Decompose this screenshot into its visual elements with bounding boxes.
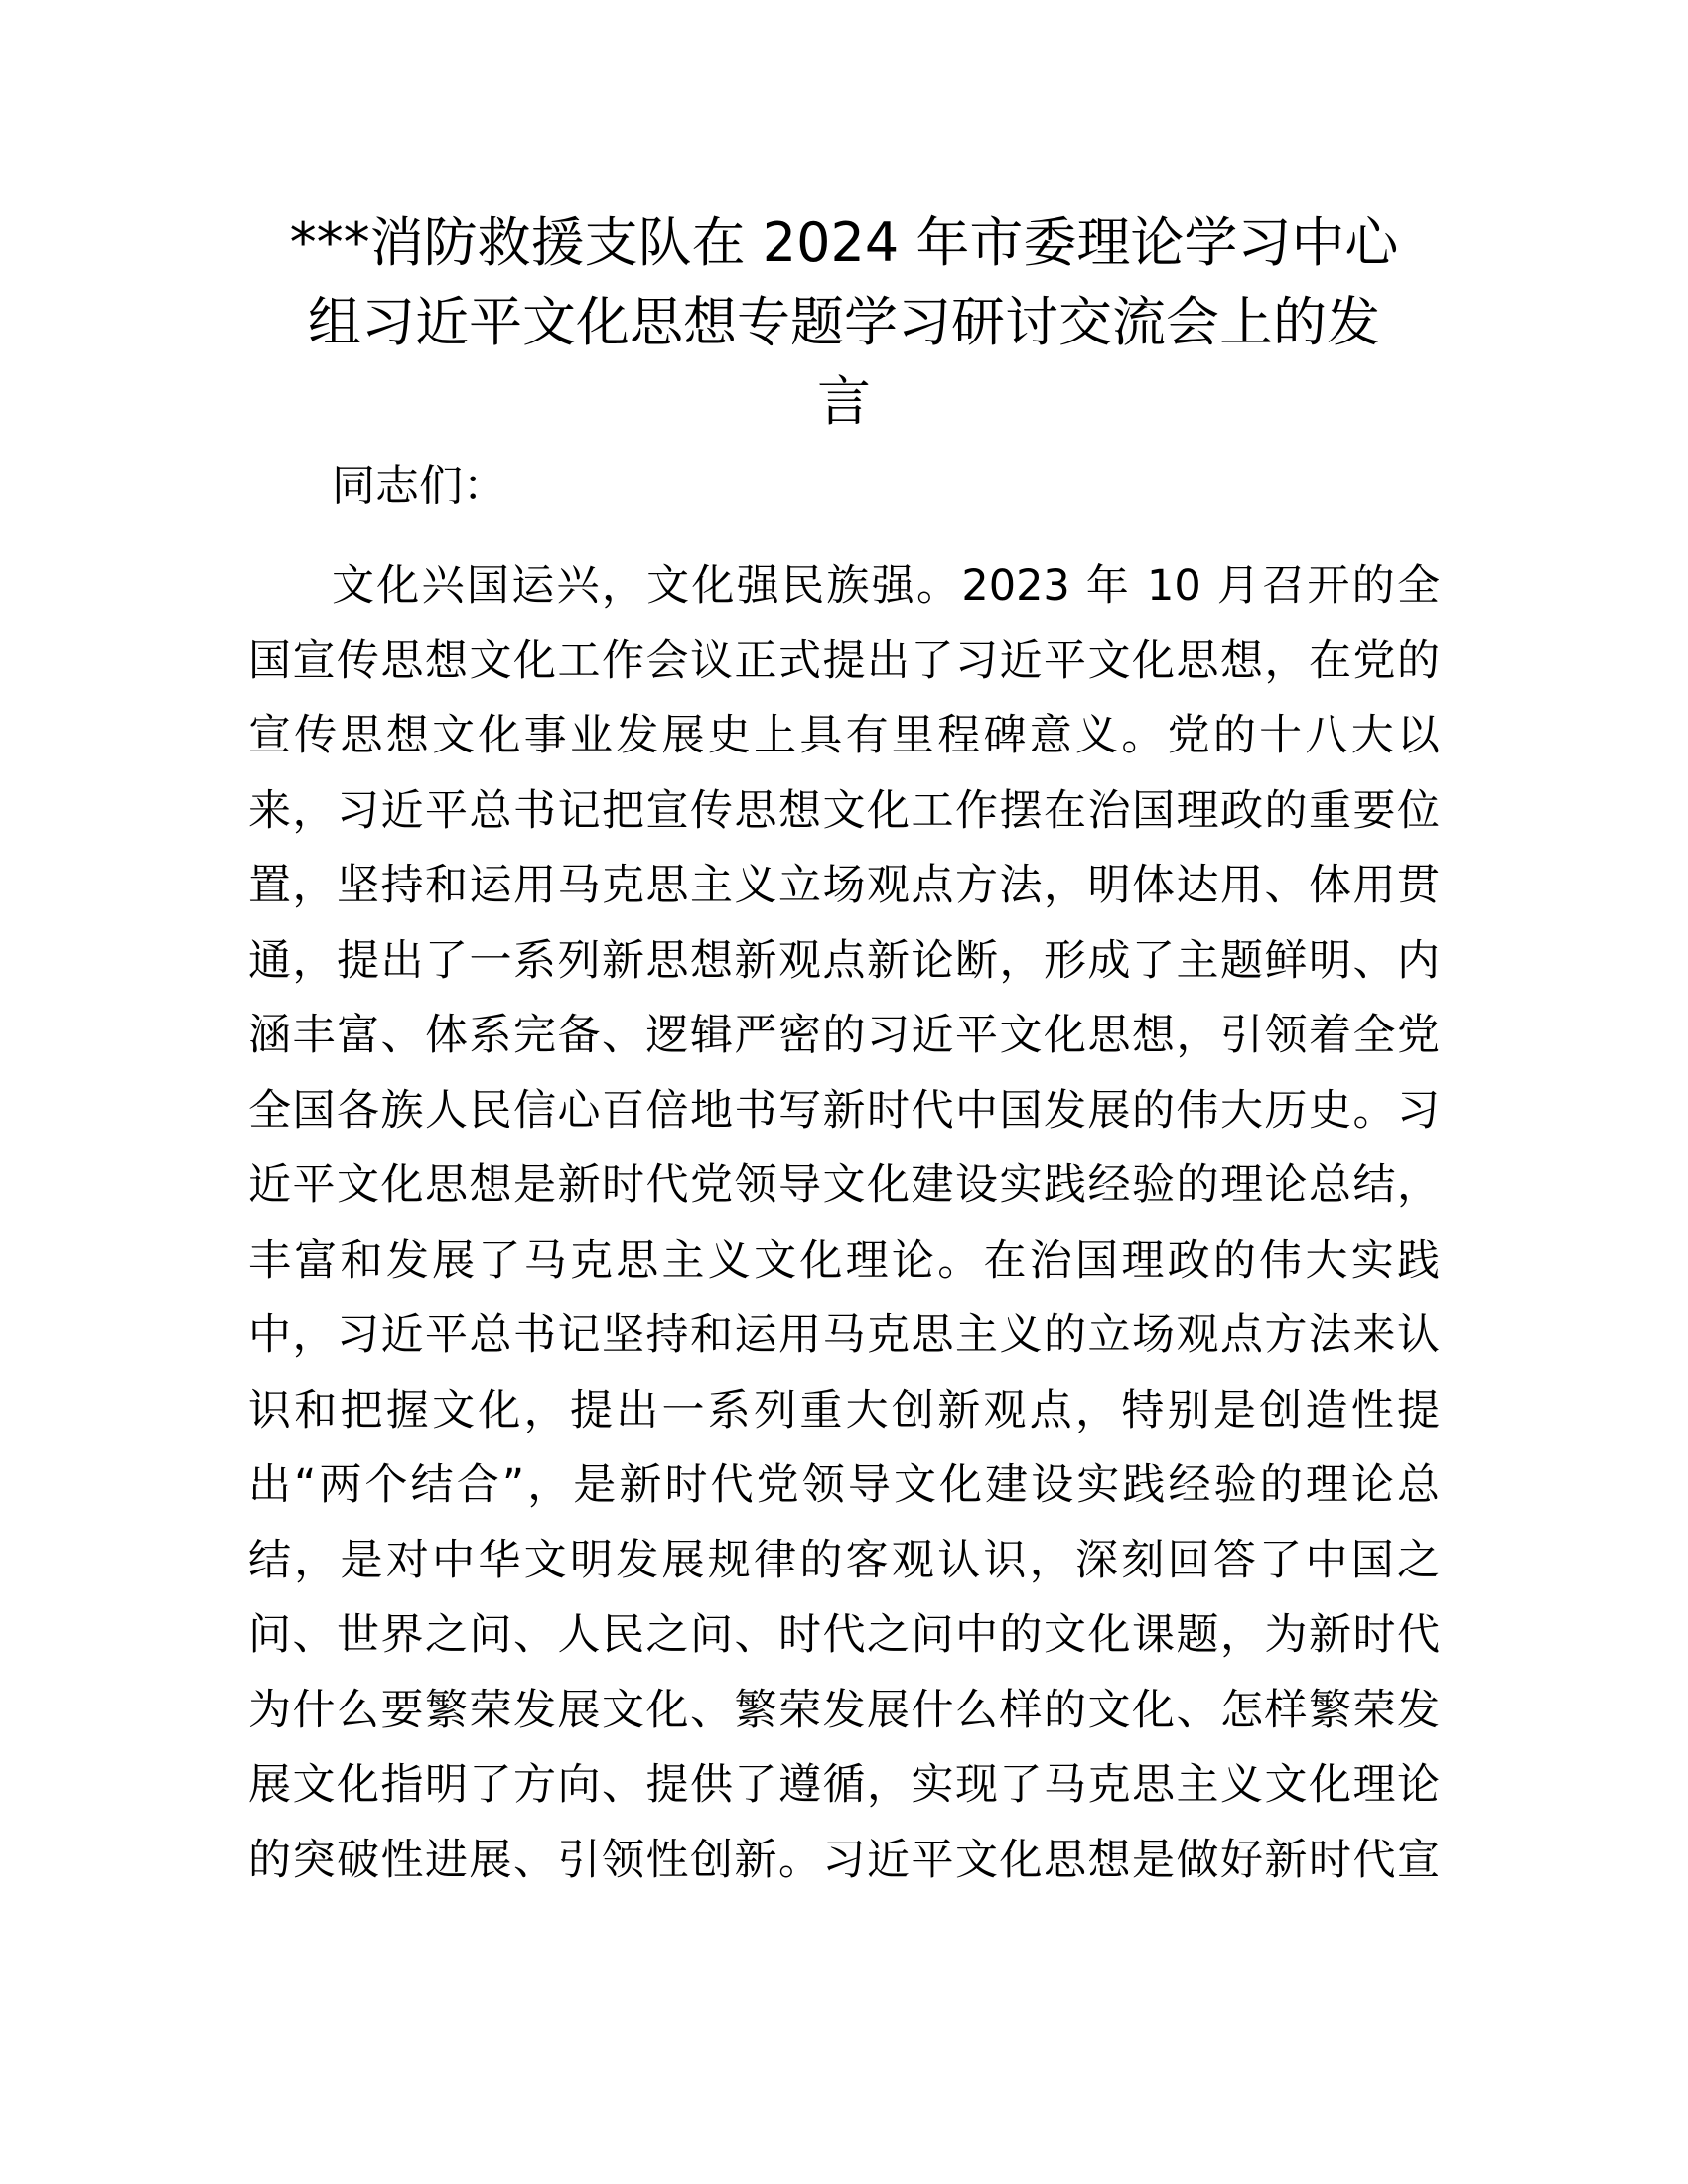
document-title [248,204,1440,442]
paragraph-line: 置，坚持和运用马克思主义立场观点方法，明体达用、体用贯 [248,861,1440,910]
paragraph-line: 全国各族人民信心百倍地书写新时代中国发展的伟大历史。习 [248,1085,1440,1136]
paragraph-line: 宣传思想文化事业发展史上具有里程碑意义。党的十八大以 [248,711,1440,760]
paragraph-line: 展文化指明了方向、提供了遵循，实现了马克思主义文化理论 [248,1760,1440,1810]
paragraph-line: 近平文化思想是新时代党领导文化建设实践经验的理论总结， [248,1160,1440,1210]
paragraph-line: 出“两个结合”，是新时代党领导文化建设实践经验的理论总 [248,1460,1440,1510]
paragraph-line: 通，提出了一系列新思想新观点新论断，形成了主题鲜明、内 [248,935,1440,986]
paragraph-line: 来，习近平总书记把宣传思想文化工作摆在治国理政的重要位 [248,785,1440,836]
body-paragraph [248,549,1440,1898]
paragraph-line: 丰富和发展了马克思主义文化理论。在治国理政的伟大实践 [248,1235,1440,1286]
salutation: 同志们： [332,461,506,511]
title-line: 组习近平文化思想专题学习研讨交流会上的发 [308,291,1380,353]
paragraph-line: 的突破性进展、引领性创新。习近平文化思想是做好新时代宣 [248,1835,1440,1885]
paragraph-line: 国宣传思想文化工作会议正式提出了习近平文化思想，在党的 [248,635,1440,686]
paragraph-line: 为什么要繁荣发展文化、繁荣发展什么样的文化、怎样繁荣发 [248,1685,1440,1735]
paragraph-line: 文化兴国运兴，文化强民族强。2023 年 10 月召开的全 [332,561,1440,611]
paragraph-line: 问、世界之问、人民之问、时代之问中的文化课题，为新时代 [248,1610,1440,1660]
title-line: ***消防救援支队在 2024 年市委理论学习中心 [289,211,1399,274]
paragraph-line: 中，习近平总书记坚持和运用马克思主义的立场观点方法来认 [248,1310,1440,1360]
title-line: 言 [817,370,871,433]
paragraph-line: 结，是对中华文明发展规律的客观认识，深刻回答了中国之 [248,1535,1440,1585]
paragraph-line: 涵丰富、体系完备、逻辑严密的习近平文化思想，引领着全党 [248,1011,1440,1060]
paragraph-line: 识和把握文化，提出一系列重大创新观点，特别是创造性提 [248,1385,1440,1435]
